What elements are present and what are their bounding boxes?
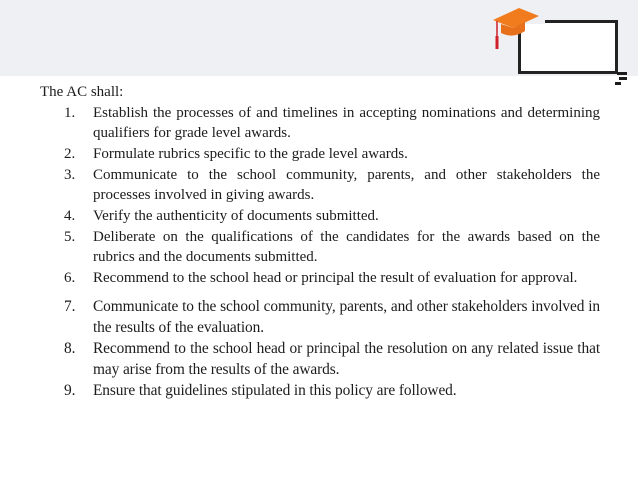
list-item bbox=[40, 206, 600, 226]
graduation-cap-icon bbox=[473, 2, 541, 54]
item-text: Establish the processes of and timelines in accepting nominations and determining qualifiers for grade level awards. bbox=[93, 105, 600, 141]
item-text: Communicate to the school community, parents, and other stakeholders involved in the results of the evaluation. bbox=[93, 298, 600, 336]
item-number: 8. bbox=[64, 340, 76, 357]
item-text: Formulate rubrics specific to the grade level awards. bbox=[93, 146, 408, 162]
item-text: Communicate to the school community, parents, and other stakeholders the processes involved in giving awards. bbox=[93, 167, 600, 203]
list-item bbox=[40, 296, 600, 338]
list-item bbox=[40, 103, 600, 143]
item-text: Recommend to the school head or principal the resolution on any related issue that may arise from the results of the awards. bbox=[93, 340, 600, 378]
responsibility-list-continued bbox=[40, 296, 600, 401]
item-number: 9. bbox=[64, 382, 76, 399]
list-item bbox=[40, 165, 600, 205]
item-number: 4. bbox=[64, 208, 76, 224]
item-number: 3. bbox=[64, 167, 76, 183]
item-number: 5. bbox=[64, 229, 76, 245]
list-item bbox=[40, 380, 600, 401]
intro-text: The AC shall: bbox=[40, 84, 124, 100]
responsibility-list bbox=[40, 103, 600, 288]
item-text: Verify the authenticity of documents submitted. bbox=[93, 208, 379, 224]
list-item bbox=[40, 227, 600, 267]
list-item bbox=[40, 338, 600, 380]
item-text: Recommend to the school head or principal the result of evaluation for approval. bbox=[93, 270, 578, 286]
document-body bbox=[40, 82, 600, 401]
item-number: 2. bbox=[64, 146, 76, 162]
item-text: Deliberate on the qualifications of the candidates for the awards based on the rubrics and the documents submitted. bbox=[93, 229, 600, 265]
decorative-bars-icon bbox=[615, 72, 627, 86]
item-text: Ensure that guidelines stipulated in this policy are followed. bbox=[93, 382, 457, 399]
item-number: 6. bbox=[64, 270, 76, 286]
item-number: 7. bbox=[64, 298, 76, 315]
list-item bbox=[40, 268, 600, 288]
item-number: 1. bbox=[64, 105, 76, 121]
list-item bbox=[40, 144, 600, 164]
